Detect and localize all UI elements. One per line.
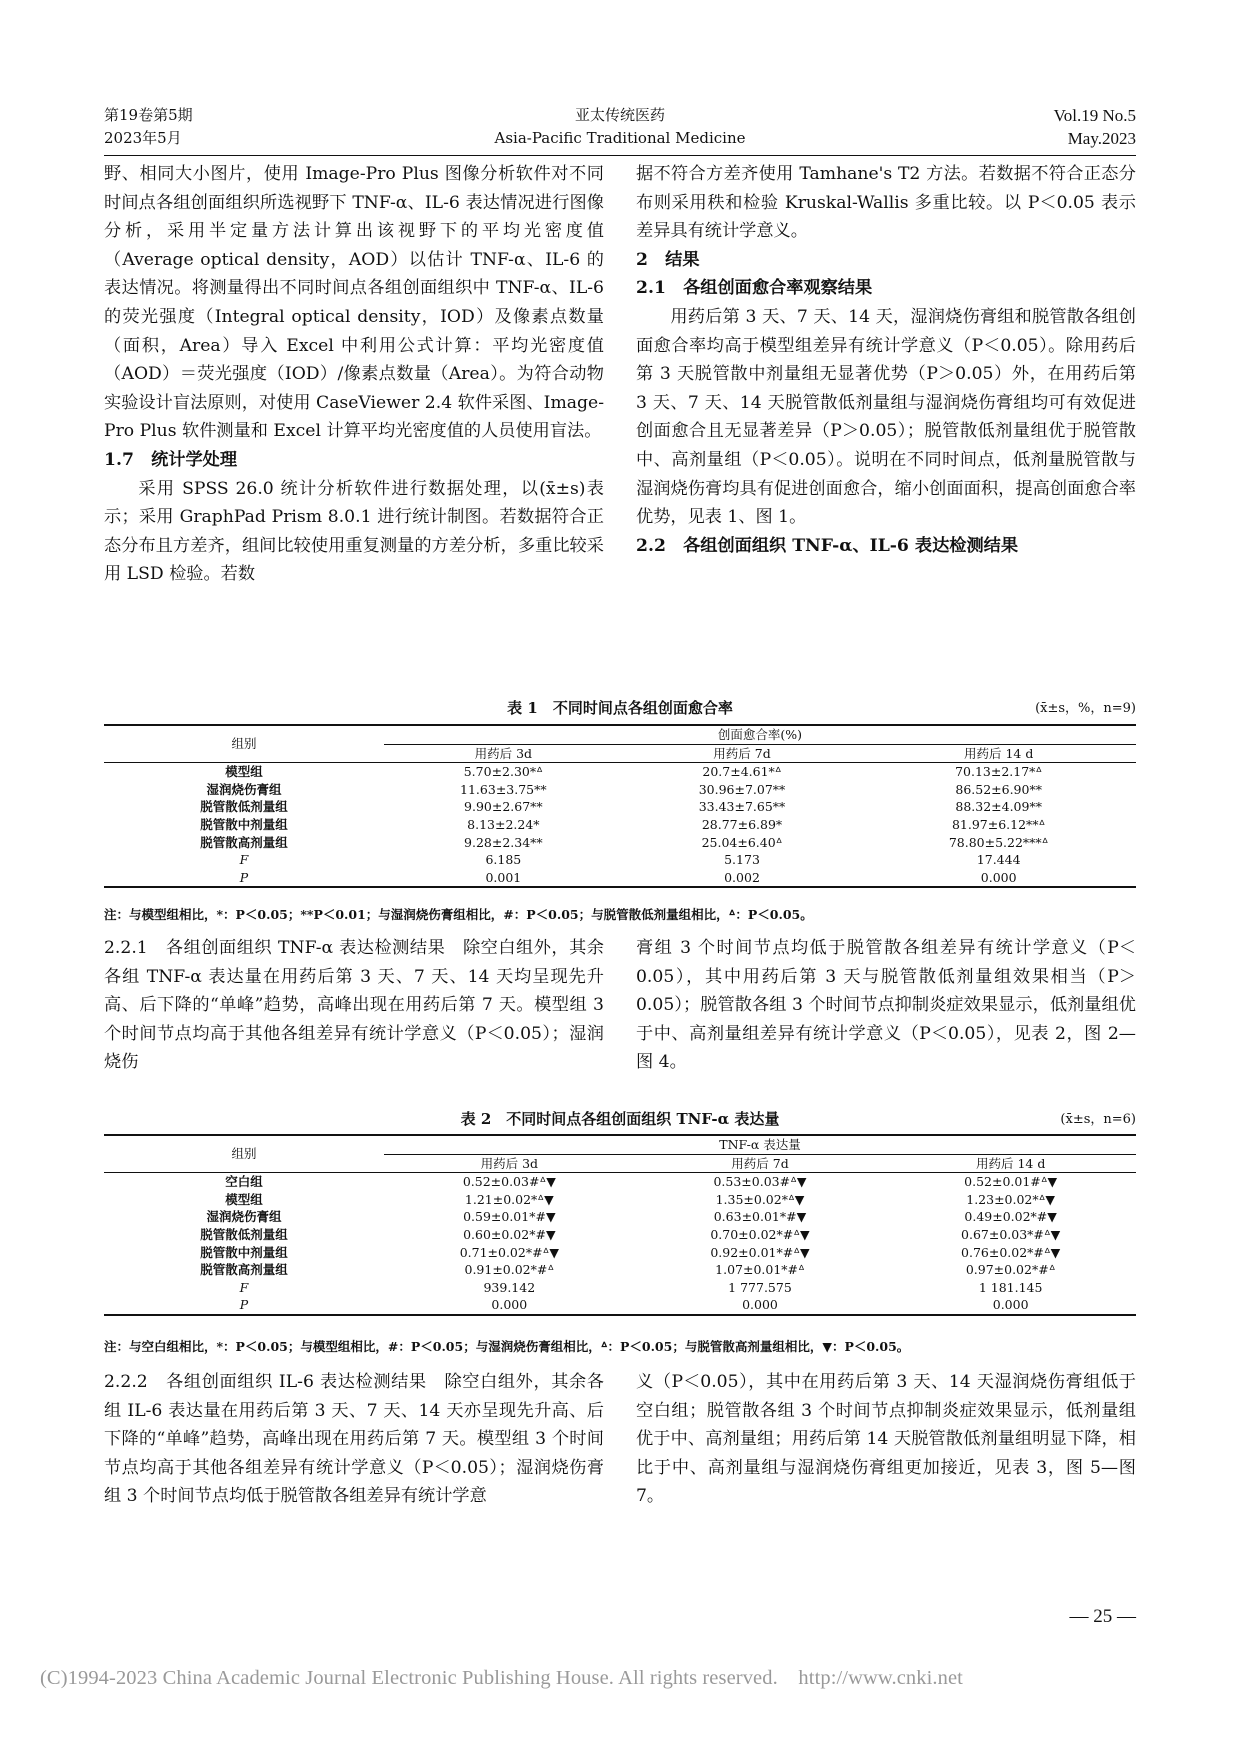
table-row (104, 1261, 1136, 1279)
table-cell: 0.002 (623, 869, 862, 888)
table1-title: 表 1 不同时间点各组创面愈合率 (507, 699, 733, 717)
table1-note: (x̄±s，%，n=9) (1035, 701, 1136, 716)
table-cell: 1.35±0.02*ᐞ▼ (715, 1191, 805, 1207)
table2-span-header: TNF-α 表达量 (384, 1135, 1136, 1154)
table-row (104, 1191, 1136, 1209)
table-cell: 28.77±6.89* (701, 816, 783, 832)
table-cell: 81.97±6.12**ᐞ (951, 816, 1046, 832)
table-row (104, 1244, 1136, 1262)
table-row (104, 1208, 1136, 1226)
table-cell: 0.000 (635, 1296, 886, 1315)
journal-issue-en (1054, 104, 1136, 154)
table-cell: 17.444 (976, 852, 1021, 868)
table-cell: 939.142 (483, 1279, 536, 1295)
issue-date: 2023年5月 (104, 129, 182, 147)
section-heading-2-2: 2.2 各组创面组织 TNF-α、IL-6 表达检测结果 (636, 535, 1019, 556)
table-cell: 脱管散低剂量组 (200, 799, 288, 815)
table-cell: 0.97±0.02*#ᐞ (965, 1262, 1056, 1278)
issue-date-en: May.2023 (1067, 129, 1136, 148)
table-cell: 湿润烧伤膏组 (206, 781, 282, 797)
issue-volume-en: Vol.19 No.5 (1053, 106, 1136, 125)
table2-title: 表 2 不同时间点各组创面组织 TNF-α 表达量 (460, 1110, 780, 1128)
table-cell: 0.49±0.02*#▼ (964, 1209, 1057, 1225)
table-cell: 0.63±0.01*#▼ (713, 1209, 807, 1225)
paragraph: 采用 SPSS 26.0 统计分析软件进行数据处理，以(x̄±s)表示；采用 GraphPad Prism 8.0.1 进行统计制图。若数据符合正态分布且方差齐，组间比较使用重复测量的方差分析，多重比较采用 LSD 检验。若数 (104, 478, 604, 585)
journal-title-cn: 亚太传统医药 (574, 106, 665, 124)
table-cell: 6.185 (485, 852, 522, 868)
section-2-2-1-text: 2.2.1 各组创面组织 TNF-α 表达检测结果 除空白组外，其余各组 TNF-α 表达量在用药后第 3 天、7 天、14 天均呈现先升高、后下降的“单峰”趋势，高峰出现在用药后第 7 天。模型组 3 个时间节点均高于其他各组差异有统计学意义（P＜0.05）；湿润烧伤 (104, 938, 604, 1073)
table2-footnote: 注：与空白组相比，*：P＜0.05；与模型组相比，#：P＜0.05；与湿润烧伤膏组相比，ᐞ：P＜0.05；与脱管散高剂量组相比，▼：P＜0.05。 (104, 1339, 910, 1354)
table-cell: 湿润烧伤膏组 (206, 1209, 282, 1225)
paragraph: 用药后第 3 天、7 天、14 天，湿润烧伤膏组和脱管散各组创面愈合率均高于模型组差异有统计学意义（P＜0.05）。除用药后第 3 天脱管散中剂量组无显著优势（P＞0.05）外，在用药后第 3 天、7 天、14 天脱管散低剂量组与湿润烧伤膏组均可有效促进创面愈合且无显著差异（P＞0.05）；脱管散低剂量组优于脱管散中、高剂量组（P＜0.05）。说明在不同时间点，低剂量脱管散与湿润烧伤膏均具有促进创面愈合，缩小创面面积，提高创面愈合率优势，见表 1、图 1。 (636, 306, 1136, 528)
table-cell: 脱管散中剂量组 (200, 816, 288, 832)
table-cell: 33.43±7.65** (698, 799, 786, 815)
table-cell: 9.28±2.34** (464, 834, 543, 850)
table1-caption (104, 697, 1136, 718)
table-cell: 5.70±2.30*ᐞ (463, 764, 543, 780)
table1-span-header: 创面愈合率(%) (384, 725, 1136, 744)
page-number: — 25 — (1069, 1606, 1136, 1627)
table1-col-header: 用药后 14 d (861, 744, 1136, 763)
table-cell: 1 777.575 (728, 1279, 792, 1295)
table-cell: 0.70±0.02*#ᐞ▼ (710, 1226, 810, 1242)
table2-group-header: 组别 (104, 1135, 384, 1173)
table-cell: 脱管散高剂量组 (200, 834, 288, 850)
issue-volume: 第19卷第5期 (104, 106, 193, 124)
left-column (104, 160, 604, 589)
table-cell: 1.23±0.02*ᐞ▼ (966, 1191, 1056, 1207)
table-cell: F (239, 1279, 249, 1295)
table-cell: 模型组 (225, 764, 263, 780)
table-cell: 脱管散高剂量组 (200, 1262, 288, 1278)
table-cell: P (104, 1296, 384, 1315)
table2-col-header: 用药后 7d (635, 1154, 886, 1173)
table-row (104, 763, 1136, 781)
section-heading-1-7: 1.7 统计学处理 (104, 449, 238, 470)
table-cell: 0.92±0.01*#ᐞ▼ (710, 1244, 810, 1260)
table-cell: 86.52±6.90** (955, 781, 1042, 797)
table1-col-header: 用药后 7d (623, 744, 862, 763)
section-2-2-2-text: 2.2.2 各组创面组织 IL-6 表达检测结果 除空白组外，其余各组 IL-6 表达量在用药后第 3 天、7 天、14 天亦呈现先升高、后下降的“单峰”趋势，高峰出现在用药后第 7 天。模型组 3 个时间节点均高于其他各组差异有统计学意义（P＜0.05）；湿润烧伤膏组 3 个时间节点均低于脱管散各组差异有统计学意 (104, 1372, 604, 1507)
table-cell: 模型组 (225, 1191, 263, 1207)
table-cell: 11.63±3.75** (460, 781, 547, 797)
section-2-2-2-continued: 义（P＜0.05），其中在用药后第 3 天、14 天湿润烧伤膏组低于空白组；脱管散各组 3 个时间节点抑制炎症效果显示，低剂量组优于中、高剂量组；用药后第 14 天脱管散低剂量组明显下降，相比于中、高剂量组与湿润烧伤膏组更加接近，见表 3，图 5—图 7。 (636, 1372, 1136, 1507)
table-cell: 0.52±0.01#ᐞ▼ (964, 1174, 1058, 1190)
left-column-3 (104, 1368, 604, 1511)
table-cell: 0.60±0.02*#▼ (463, 1226, 556, 1242)
table-cell: 1 181.145 (978, 1279, 1043, 1295)
table-cell: 0.000 (384, 1296, 635, 1315)
left-column-2 (104, 934, 604, 1077)
table-row (104, 798, 1136, 816)
table-cell: 78.80±5.22***ᐞ (948, 834, 1049, 850)
table-row (104, 1173, 1136, 1191)
table-row (104, 1279, 1136, 1297)
table-cell: P (104, 869, 384, 888)
table-cell: 20.7±4.61*ᐞ (702, 764, 782, 780)
table-cell: 1.21±0.02*ᐞ▼ (464, 1191, 554, 1207)
table-cell: 0.91±0.02*#ᐞ (464, 1262, 555, 1278)
table-cell: 5.173 (724, 852, 760, 868)
header-rule (104, 155, 1136, 156)
table1-group-header: 组别 (104, 725, 384, 763)
table-cell: 70.13±2.17*ᐞ (955, 764, 1043, 780)
table2-col-header: 用药后 3d (384, 1154, 635, 1173)
right-column-3 (636, 1368, 1136, 1511)
table-cell: 9.90±2.67** (464, 799, 543, 815)
table-cell: 0.53±0.03#ᐞ▼ (713, 1174, 807, 1190)
table-row (104, 869, 1136, 888)
table2-caption (104, 1108, 1136, 1129)
table-cell: 8.13±2.24* (467, 816, 540, 832)
table1 (104, 724, 1136, 888)
table1-col-header: 用药后 3d (384, 744, 623, 763)
right-column (636, 160, 1136, 560)
table-cell: 88.32±4.09** (955, 799, 1042, 815)
table-cell: 0.67±0.03*#ᐞ▼ (961, 1226, 1061, 1242)
paragraph: 野、相同大小图片，使用 Image-Pro Plus 图像分析软件对不同时间点各组创面组织所选视野下 TNF-α、IL-6 表达情况进行图像分析，采用半定量方法计算出该视野下的平均光密度值（Average optical density，AOD）以估计 TNF-α、IL-6 的表达情况。将测量得出不同时间点各组创面组织中 TNF-α、IL-6 的荧光强度（Integral optical density，IOD）及像素点数量（面积，Area）导入 Excel 中利用公式计算：平均光密度值（AOD）＝荧光强度（IOD）/像素点数量（Area）。为符合动物实验设计盲法原则，对使用 CaseViewer 2.4 软件采图、Image-Pro Plus 软件测量和 Excel 计算平均光密度值的人员使用盲法。 (104, 164, 604, 442)
table-row (104, 851, 1136, 869)
table-cell: 1.07±0.01*#ᐞ (715, 1262, 805, 1278)
table2 (104, 1134, 1136, 1316)
section-heading-2-1: 2.1 各组创面愈合率观察结果 (636, 278, 873, 299)
table-cell: 0.71±0.02*#ᐞ▼ (459, 1244, 559, 1260)
table-cell: 30.96±7.07** (698, 781, 786, 797)
copyright-watermark: (C)1994-2023 China Academic Journal Electronic Publishing House. All rights reserved. http://www.cnki.net (40, 1667, 963, 1689)
table-cell: F (239, 852, 249, 868)
table-row (104, 834, 1136, 852)
table-row (104, 1296, 1136, 1315)
table-cell: 0.000 (861, 869, 1136, 888)
table-cell: 脱管散低剂量组 (200, 1226, 288, 1242)
table-row (104, 816, 1136, 834)
table-cell: 0.59±0.01*#▼ (463, 1209, 556, 1225)
table-cell: 0.52±0.03#ᐞ▼ (462, 1174, 556, 1190)
journal-title-en: Asia-Pacific Traditional Medicine (494, 129, 746, 147)
table-row (104, 1226, 1136, 1244)
table1-footnote: 注：与模型组相比，*：P＜0.05；**P＜0.01；与湿润烧伤膏组相比，#：P＜0.05；与脱管散低剂量组相比，ᐞ：P＜0.05。 (104, 907, 813, 922)
paragraph: 据不符合方差齐使用 Tamhane's T2 方法。若数据不符合正态分布则采用秩和检验 Kruskal-Wallis 多重比较。以 P＜0.05 表示差异具有统计学意义。 (636, 164, 1136, 242)
table-cell: 0.001 (384, 869, 623, 888)
table-cell: 0.76±0.02*#ᐞ▼ (961, 1244, 1061, 1260)
table2-col-header: 用药后 14 d (885, 1154, 1136, 1173)
section-heading-2: 2 结果 (636, 249, 700, 270)
table-cell: 空白组 (225, 1174, 263, 1190)
table-row (104, 781, 1136, 799)
table-cell: 脱管散中剂量组 (200, 1244, 288, 1260)
section-2-2-1-continued: 膏组 3 个时间节点均低于脱管散各组差异有统计学意义（P＜0.05），其中用药后第 3 天与脱管散低剂量组效果相当（P＞0.05）；脱管散各组 3 个时间节点抑制炎症效果显示，低剂量组优于中、高剂量组差异有统计学意义（P＜0.05），见表 2，图 2—图 4。 (636, 938, 1136, 1073)
table-cell: 25.04±6.40ᐞ (701, 834, 783, 850)
table-cell: 0.000 (885, 1296, 1136, 1315)
table2-note: (x̄±s，n=6) (1060, 1112, 1136, 1127)
right-column-2 (636, 934, 1136, 1077)
